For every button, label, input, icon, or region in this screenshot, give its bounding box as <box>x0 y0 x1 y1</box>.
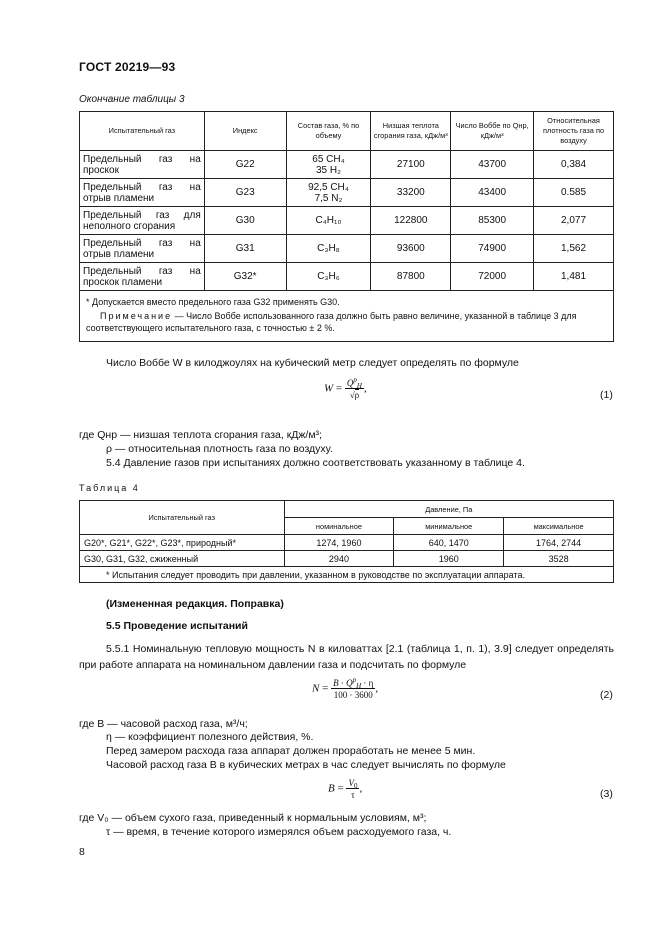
para-5-4: 5.4 Давление газов при испытаниях должно соответствовать указанному в таблице 4. <box>106 457 525 469</box>
equation-number-1: (1) <box>600 389 613 401</box>
table-3 <box>79 111 614 342</box>
gas-name: Предельный газ на проскок <box>80 151 205 179</box>
para-5-5-1: 5.5.1 Номинальную тепловую мощность N в киловаттах [2.1 (таблица 1, п. 1), 3.9] следует определять при работе аппарата на номинальном давлении газа и подсчитать по формуле <box>79 643 614 671</box>
where-1-line-2: ρ — относительная плотность газа по воздуху. <box>106 443 333 455</box>
table-row <box>80 535 614 551</box>
pressure-nominal: 2940 <box>284 551 394 567</box>
where-3-line-2: τ — время, в течение которого измерялся объем расходуемого газа, ч. <box>106 826 452 838</box>
gas-heat: 33200 <box>371 179 451 207</box>
gas-name: Предельный газ на отрыв пламени <box>80 235 205 263</box>
gas-name: Предельный газ для неполного сгорания <box>80 207 205 235</box>
table3-col-gas: Испытательный газ <box>80 112 205 151</box>
gas-composition: C₃H₆ <box>286 263 371 291</box>
where-3-line-1: где V₀ — объем сухого газа, приведенный к нормальным условиям, м³; <box>79 812 427 824</box>
pressure-nominal: 1274, 1960 <box>284 535 394 551</box>
gas-density: 0.585 <box>534 179 614 207</box>
gas-index: G22 <box>204 151 286 179</box>
gas-composition: 65 CH₄ 35 H₂ <box>286 151 371 179</box>
table4-col-pressure: Давление, Па <box>284 501 613 518</box>
formula-2: N = $\frac{B \cdot Q^p_H \cdot \eta}{100 \cdot 3600}$ , <box>312 676 379 700</box>
pressure-maximal: 3528 <box>504 551 614 567</box>
table-row <box>80 207 614 235</box>
standard-header: ГОСТ 20219—93 <box>79 60 176 74</box>
para-hourly-flow: Часовой расход газа B в кубических метрах в час следует вычислять по формуле <box>106 759 506 771</box>
table4-col-minimal: минимальное <box>394 518 504 535</box>
gas-group: G20*, G21*, G22*, G23*, природный* <box>80 535 285 551</box>
table3-col-composition: Состав газа, % по объему <box>286 112 371 151</box>
table-row <box>80 551 614 567</box>
gas-heat: 87800 <box>371 263 451 291</box>
table4-col-maximal: максимальное <box>504 518 614 535</box>
pressure-minimal: 640, 1470 <box>394 535 504 551</box>
table4-col-gas: Испытательный газ <box>80 501 285 535</box>
gas-heat: 93600 <box>371 235 451 263</box>
table3-col-heat: Низшая теплота сгорания газа, кДж/м³ <box>371 112 451 151</box>
equation-number-2: (2) <box>600 689 613 701</box>
section-5-5-title: 5.5 Проведение испытаний <box>106 620 248 632</box>
gas-composition: 92,5 CH₄ 7,5 N₂ <box>286 179 371 207</box>
gas-heat: 27100 <box>371 151 451 179</box>
table3-footnote: * Допускается вместо предельного газа G32 применять G30. <box>86 297 340 307</box>
table4-footnote: * Испытания следует проводить при давлении, указанном в руководстве по эксплуатации аппарата. <box>80 567 614 583</box>
gas-index: G31 <box>204 235 286 263</box>
where-2-line-1: где B — часовой расход газа, м³/ч; <box>79 718 248 730</box>
table-row <box>80 151 614 179</box>
table-row <box>80 179 614 207</box>
formula-3: B = $\frac{V_0}{\tau}$ , <box>328 778 363 800</box>
amended-note: (Измененная редакция. Поправка) <box>106 598 284 610</box>
gas-density: 2,077 <box>534 207 614 235</box>
gas-density: 1,481 <box>534 263 614 291</box>
page-number: 8 <box>79 846 85 858</box>
pressure-minimal: 1960 <box>394 551 504 567</box>
table-row <box>80 235 614 263</box>
gas-wobbe: 85300 <box>451 207 534 235</box>
gas-wobbe: 74900 <box>451 235 534 263</box>
gas-composition: C₃H₈ <box>286 235 371 263</box>
pressure-maximal: 1764, 2744 <box>504 535 614 551</box>
table4-caption: Таблица 4 <box>79 483 140 493</box>
table3-notes <box>80 291 614 342</box>
table3-caption: Окончание таблицы 3 <box>79 94 185 105</box>
formula-1: W = $\frac{Q^p_H}{√\rho}$ , <box>324 376 367 400</box>
para-before-measure: Перед замером расхода газа аппарат должен проработать не менее 5 мин. <box>106 745 476 757</box>
table3-col-wobbe: Число Воббе по Qнр, кДж/м³ <box>451 112 534 151</box>
equation-number-3: (3) <box>600 788 613 800</box>
table3-note: Примечание — Число Воббе использованного газа должно быть равно величине, указанной в таблице 3 для соответствующего испытательного газа, с точностью ± 2 %. <box>86 311 577 333</box>
gas-wobbe: 72000 <box>451 263 534 291</box>
gas-composition: C₄H₁₀ <box>286 207 371 235</box>
where-2-line-2: η — коэффициент полезного действия, %. <box>106 731 314 743</box>
gas-heat: 122800 <box>371 207 451 235</box>
table3-col-index: Индекс <box>204 112 286 151</box>
gas-density: 0,384 <box>534 151 614 179</box>
wobbe-intro: Число Воббе W в килоджоулях на кубический метр следует определять по формуле <box>106 357 519 369</box>
gas-wobbe: 43400 <box>451 179 534 207</box>
gas-density: 1,562 <box>534 235 614 263</box>
where-1-line-1: где Qнр — низшая теплота сгорания газа, кДж/м³; <box>79 429 322 441</box>
gas-index: G32* <box>204 263 286 291</box>
table3-col-density: Относительная плотность газа по воздуху <box>534 112 614 151</box>
gas-index: G30 <box>204 207 286 235</box>
gas-index: G23 <box>204 179 286 207</box>
gas-group: G30, G31, G32, сжиженный <box>80 551 285 567</box>
table4-col-nominal: номинальное <box>284 518 394 535</box>
gas-name: Предельный газ на отрыв пламени <box>80 179 205 207</box>
table3-header-row <box>80 112 614 151</box>
table-row <box>80 263 614 291</box>
gas-name: Предельный газ на проскок пламени <box>80 263 205 291</box>
gas-wobbe: 43700 <box>451 151 534 179</box>
table-4 <box>79 500 614 583</box>
